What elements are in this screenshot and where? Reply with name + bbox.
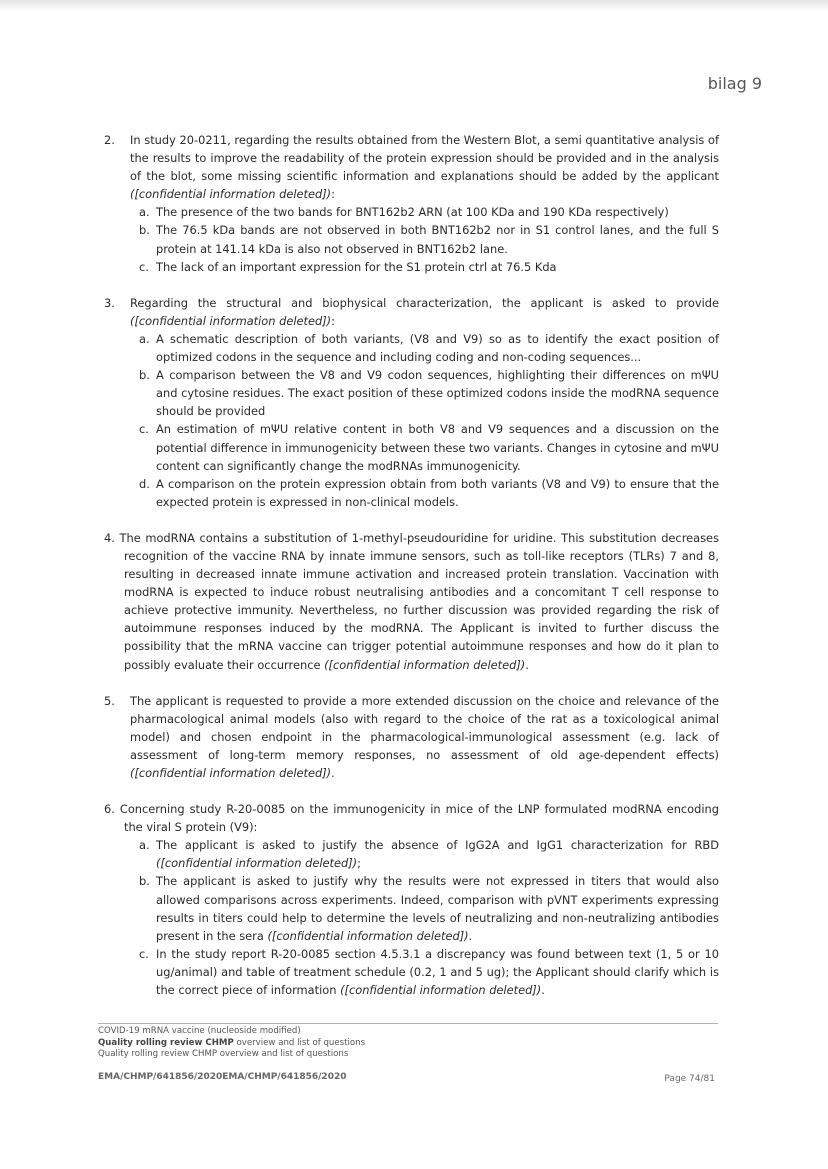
sub-text: The lack of an important expression for the S1 protein ctrl at 76.5 Kda [156,259,557,274]
sub-punct: . [468,928,473,943]
question-text [130,131,719,203]
sub-text: In the study report R-20-0085 section 4.5.3.1 a discrepancy was found between text (1, 5 or 10 ug/animal) and table of treatment schedule (0.2, 1 and 5 ug); the Applicant should clarify which is the correct piece of information [156,946,719,998]
sub-item-a [139,836,719,872]
sub-punct: ; [357,856,361,871]
question-main-text: Concerning study R-20-0085 on the immunogenicity in mice of the LNP formulated modRNA encoding the viral S protein (V9): [119,802,719,835]
question-number: 3. [104,295,115,310]
question-4 [98,529,719,674]
footer-divider [98,1023,718,1024]
sub-text: A comparison between the V8 and V9 codon sequences, highlighting their differences on mΨU and cytosine residues. The exact position of these optimized codons inside the modRNA sequence should be provided [156,368,719,419]
confidential-note: ([confidential information deleted]) [324,657,526,672]
question-punct: : [331,187,335,202]
question-main-text: In study 20-0211, regarding the results obtained from the Western Blot, a semi quantitative analysis of the results to improve the readability of the protein expression should be provided and in the analysis of the blot, some missing scientific information and explanations should be added by the applicant [130,133,719,184]
footer-title-rest: overview and list of questions [233,1037,366,1048]
sub-letter: c. [139,946,149,961]
question-text [130,692,719,782]
question-main-text: The modRNA contains a substitution of 1-methyl-pseudouridine for uridine. This substitution decreases recognition of the vaccine RNA by innate immune sensors, such as toll-like receptors (TLRs) 7 and 8, resulting in decreased innate immune activation and increased protein translation. Vaccination with modRNA is expected to induce robust neutralising antibodies and a concomitant T cell response to achieve protective immunity. Nevertheless, no further discussion was provided regarding the risk of autoimmune responses induced by the modRNA. The Applicant is invited to further discuss the possibility that the mRNA vaccine can trigger potential autoimmune responses and how do it plan to possibly evaluate their occurrence [119,530,719,672]
sub-item-c [139,945,719,999]
confidential-note: ([confidential information deleted]) [130,766,332,780]
sub-letter: a. [139,838,150,853]
question-3 [104,294,719,511]
question-main-text: The applicant is requested to provide a more extended discussion on the choice and relevance of the pharmacological animal models (also with regard to the choice of the rat as a toxicological animal model) and chosen endpoint in the pharmacological-immunological assessment (e.g. lack of assessment of long-term memory responses, no assessment of old age-dependent effects) [130,693,719,762]
confidential-note: ([confidential information deleted]) [130,313,332,328]
sub-text: A schematic description of both variants, (V8 and V9) so as to identify the exact position of optimized codons in the sequence and including coding and non-coding sequences... [156,331,719,365]
sub-text: The presence of the two bands for BNT162b2 ARN (at 100 KDa and 190 KDa respectively) [156,205,669,220]
document-reference: EMA/CHMP/641856/2020EMA/CHMP/641856/2020 [98,1072,347,1082]
question-number: 6. [104,802,115,817]
page-top-edge [0,0,828,12]
question-6 [98,800,719,999]
footer-title-duplicate: Quality rolling review CHMP overview and list of questions [98,1049,349,1059]
sub-item-b [139,221,719,257]
sub-text: An estimation of mΨU relative content in both V8 and V9 sequences and a discussion on the potential difference in immunogenicity between these two variants. Changes in cytosine and mΨU content can significantly change the modRNAs immunogenicity. [156,422,719,473]
confidential-note: ([confidential information deleted]) [267,928,469,943]
question-text [130,294,719,330]
question-5 [104,692,719,782]
sub-letter: c. [139,259,149,274]
question-2 [104,131,719,276]
page-number: Page 74/81 [664,1074,715,1084]
confidential-note: ([confidential information deleted]) [340,983,542,998]
sub-item-c [139,420,719,474]
sub-letter: b. [139,368,150,383]
sub-letter: b. [139,874,150,889]
question-number: 2. [104,133,115,147]
sub-letter: a. [139,205,150,220]
sub-text: The applicant is asked to justify the absence of IgG2A and IgG1 characterization for RBD [156,838,719,853]
sub-item-a [139,203,719,221]
question-punct: . [525,657,529,672]
sub-item-d [139,475,719,511]
sub-letter: c. [139,422,149,437]
sub-letter: a. [139,331,150,346]
question-punct: : [331,313,335,328]
footer-title-line [98,1038,365,1050]
sub-text: A comparison on the protein expression obtain from both variants (V8 and V9) to ensure that the expected protein is expressed in non-clinical models. [156,476,719,509]
sub-letter: d. [139,476,150,491]
sub-item-b [139,366,719,420]
footer-block [98,1026,365,1061]
confidential-note: ([confidential information deleted]) [130,187,332,202]
question-number: 4. [104,530,115,545]
footer-title-bold: Quality rolling review CHMP [98,1037,234,1048]
question-punct: . [331,766,335,780]
sub-item-a [139,330,719,366]
sub-text: The applicant is asked to justify why the results were not expressed in titers that would also allowed comparisons across experiments. Indeed, comparison with pVNT experiments expressing results in titers could help to determine the levels of neutralizing and non-neutralizing antibodies present in the sera [156,874,719,943]
document-body [104,131,719,1017]
question-text [104,529,719,674]
bilag-label: bilag 9 [707,74,762,93]
confidential-note: ([confidential information deleted]) [156,856,358,871]
question-main-text: Regarding the structural and biophysical characterization, the applicant is asked to provide [130,295,719,310]
sub-punct: . [541,983,545,998]
sub-text: The 76.5 kDa bands are not observed in both BNT162b2 nor in S1 control lanes, and the full S protein at 141.14 kDa is also not observed in BNT162b2 lane. [156,223,719,256]
sub-item-b [139,872,719,944]
sub-item-c [139,258,719,276]
sub-letter: b. [139,223,150,238]
footer-product-line: COVID-19 mRNA vaccine (nucleoside modified) [98,1026,301,1036]
question-number: 5. [104,693,115,708]
question-text [104,800,719,836]
